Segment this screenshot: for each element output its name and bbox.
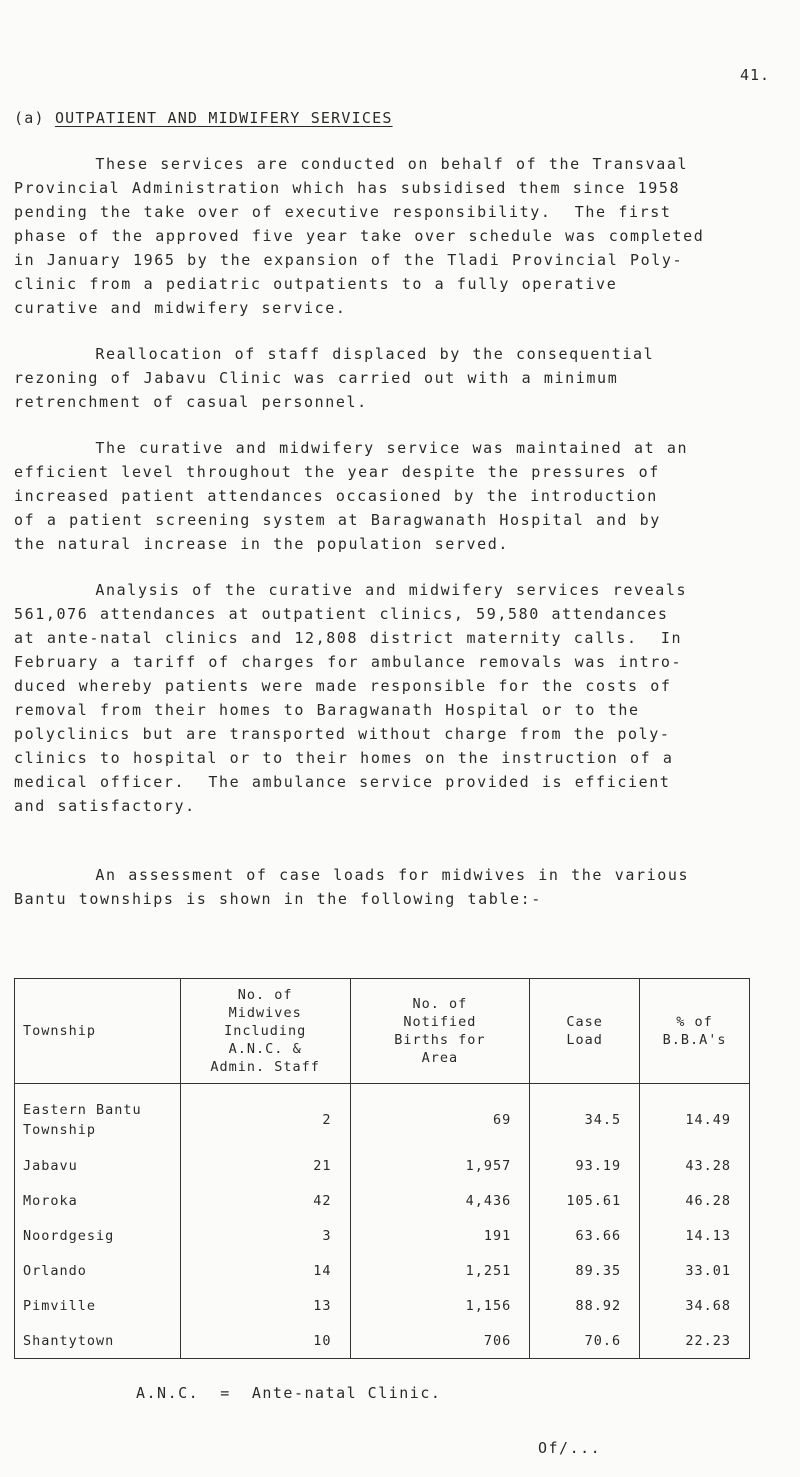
cell-midwives: 10 xyxy=(180,1323,350,1359)
section-heading xyxy=(14,109,393,127)
cell-township: Orlando xyxy=(15,1253,181,1288)
cell-township: Noordgesig xyxy=(15,1218,181,1253)
cell-bba: 34.68 xyxy=(640,1288,750,1323)
header-case-load: Case Load xyxy=(530,979,640,1084)
cell-births: 1,156 xyxy=(350,1288,530,1323)
paragraph-intro: These services are conducted on behalf of the Transvaal Provincial Administration which has subsidised them since 1958 pending the take over of executive responsibility. The first phase of the approved five year take over schedule was completed in January 1965 by the expansion of the Tladi Provincial Poly- clinic from a pediatric outpatients to a fully operative curative and midwifery service. xyxy=(14,155,705,317)
cell-bba: 33.01 xyxy=(640,1253,750,1288)
cell-case-load: 89.35 xyxy=(530,1253,640,1288)
cell-township: Moroka xyxy=(15,1183,181,1218)
cell-births: 1,957 xyxy=(350,1148,530,1183)
cell-bba: 22.23 xyxy=(640,1323,750,1359)
cell-births: 4,436 xyxy=(350,1183,530,1218)
cell-bba: 14.13 xyxy=(640,1218,750,1253)
cell-bba: 43.28 xyxy=(640,1148,750,1183)
page-number: 41. xyxy=(740,66,771,84)
cell-midwives: 3 xyxy=(180,1218,350,1253)
cell-births: 1,251 xyxy=(350,1253,530,1288)
cell-township: Eastern Bantu Township xyxy=(15,1084,181,1149)
table-row xyxy=(15,1323,750,1359)
header-township: Township xyxy=(15,979,181,1084)
header-bba-percent: % of B.B.A's xyxy=(640,979,750,1084)
table-row xyxy=(15,1183,750,1218)
table-row xyxy=(15,1084,750,1149)
cell-midwives: 42 xyxy=(180,1183,350,1218)
paragraph-assessment: An assessment of case loads for midwives in the various Bantu townships is shown in the following table:- xyxy=(14,866,690,908)
cell-births: 191 xyxy=(350,1218,530,1253)
case-load-table xyxy=(14,978,750,1359)
table-row xyxy=(15,1218,750,1253)
paragraph-curative-service: The curative and midwifery service was maintained at an efficient level throughout the year despite the pressures of increased patient attendances occasioned by the introduction of a patient screening system at Baragwanath Hospital and by the natural increase in the population served. xyxy=(14,439,689,553)
cell-births: 69 xyxy=(350,1084,530,1149)
cell-births: 706 xyxy=(350,1323,530,1359)
cell-midwives: 14 xyxy=(180,1253,350,1288)
cell-midwives: 13 xyxy=(180,1288,350,1323)
cell-township: Jabavu xyxy=(15,1148,181,1183)
cell-case-load: 105.61 xyxy=(530,1183,640,1218)
footnote-meaning: Ante-natal Clinic. xyxy=(251,1384,442,1402)
cell-bba: 46.28 xyxy=(640,1183,750,1218)
cell-midwives: 2 xyxy=(180,1084,350,1149)
header-notified-births: No. of Notified Births for Area xyxy=(350,979,530,1084)
cell-township: Pimville xyxy=(15,1288,181,1323)
cell-case-load: 63.66 xyxy=(530,1218,640,1253)
paragraph-reallocation: Reallocation of staff displaced by the consequential rezoning of Jabavu Clinic was carried out with a minimum retrenchment of casual personnel. xyxy=(14,345,655,411)
cell-case-load: 88.92 xyxy=(530,1288,640,1323)
cell-township: Shantytown xyxy=(15,1323,181,1359)
table-header-row xyxy=(15,979,750,1084)
cell-case-load: 93.19 xyxy=(530,1148,640,1183)
section-label: (a) xyxy=(14,109,45,127)
cell-case-load: 34.5 xyxy=(530,1084,640,1149)
footnote-equals: = xyxy=(220,1384,231,1402)
footnote-abbreviation: A.N.C. xyxy=(136,1384,200,1402)
table-row xyxy=(15,1253,750,1288)
abbreviation-footnote xyxy=(136,1384,441,1402)
catchword: Of/... xyxy=(538,1439,602,1457)
table-row xyxy=(15,1148,750,1183)
cell-case-load: 70.6 xyxy=(530,1323,640,1359)
table-row xyxy=(15,1288,750,1323)
section-title: OUTPATIENT AND MIDWIFERY SERVICES xyxy=(54,109,393,127)
cell-midwives: 21 xyxy=(180,1148,350,1183)
paragraph-analysis: Analysis of the curative and midwifery services reveals 561,076 attendances at outpatient clinics, 59,580 attendances at ante-natal clinics and 12,808 district maternity calls. In February a tariff of charges for ambulance removals was intro- duced whereby patients were made responsible for the costs of removal from their homes to Baragwanath Hospital or to the polyclinics but are transported without charge from the poly- clinics to hospital or to their homes on the instruction of a medical officer. The ambulance service provided is efficient and satisfactory. xyxy=(14,581,688,815)
header-midwives: No. of Midwives Including A.N.C. & Admin. Staff xyxy=(180,979,350,1084)
cell-bba: 14.49 xyxy=(640,1084,750,1149)
